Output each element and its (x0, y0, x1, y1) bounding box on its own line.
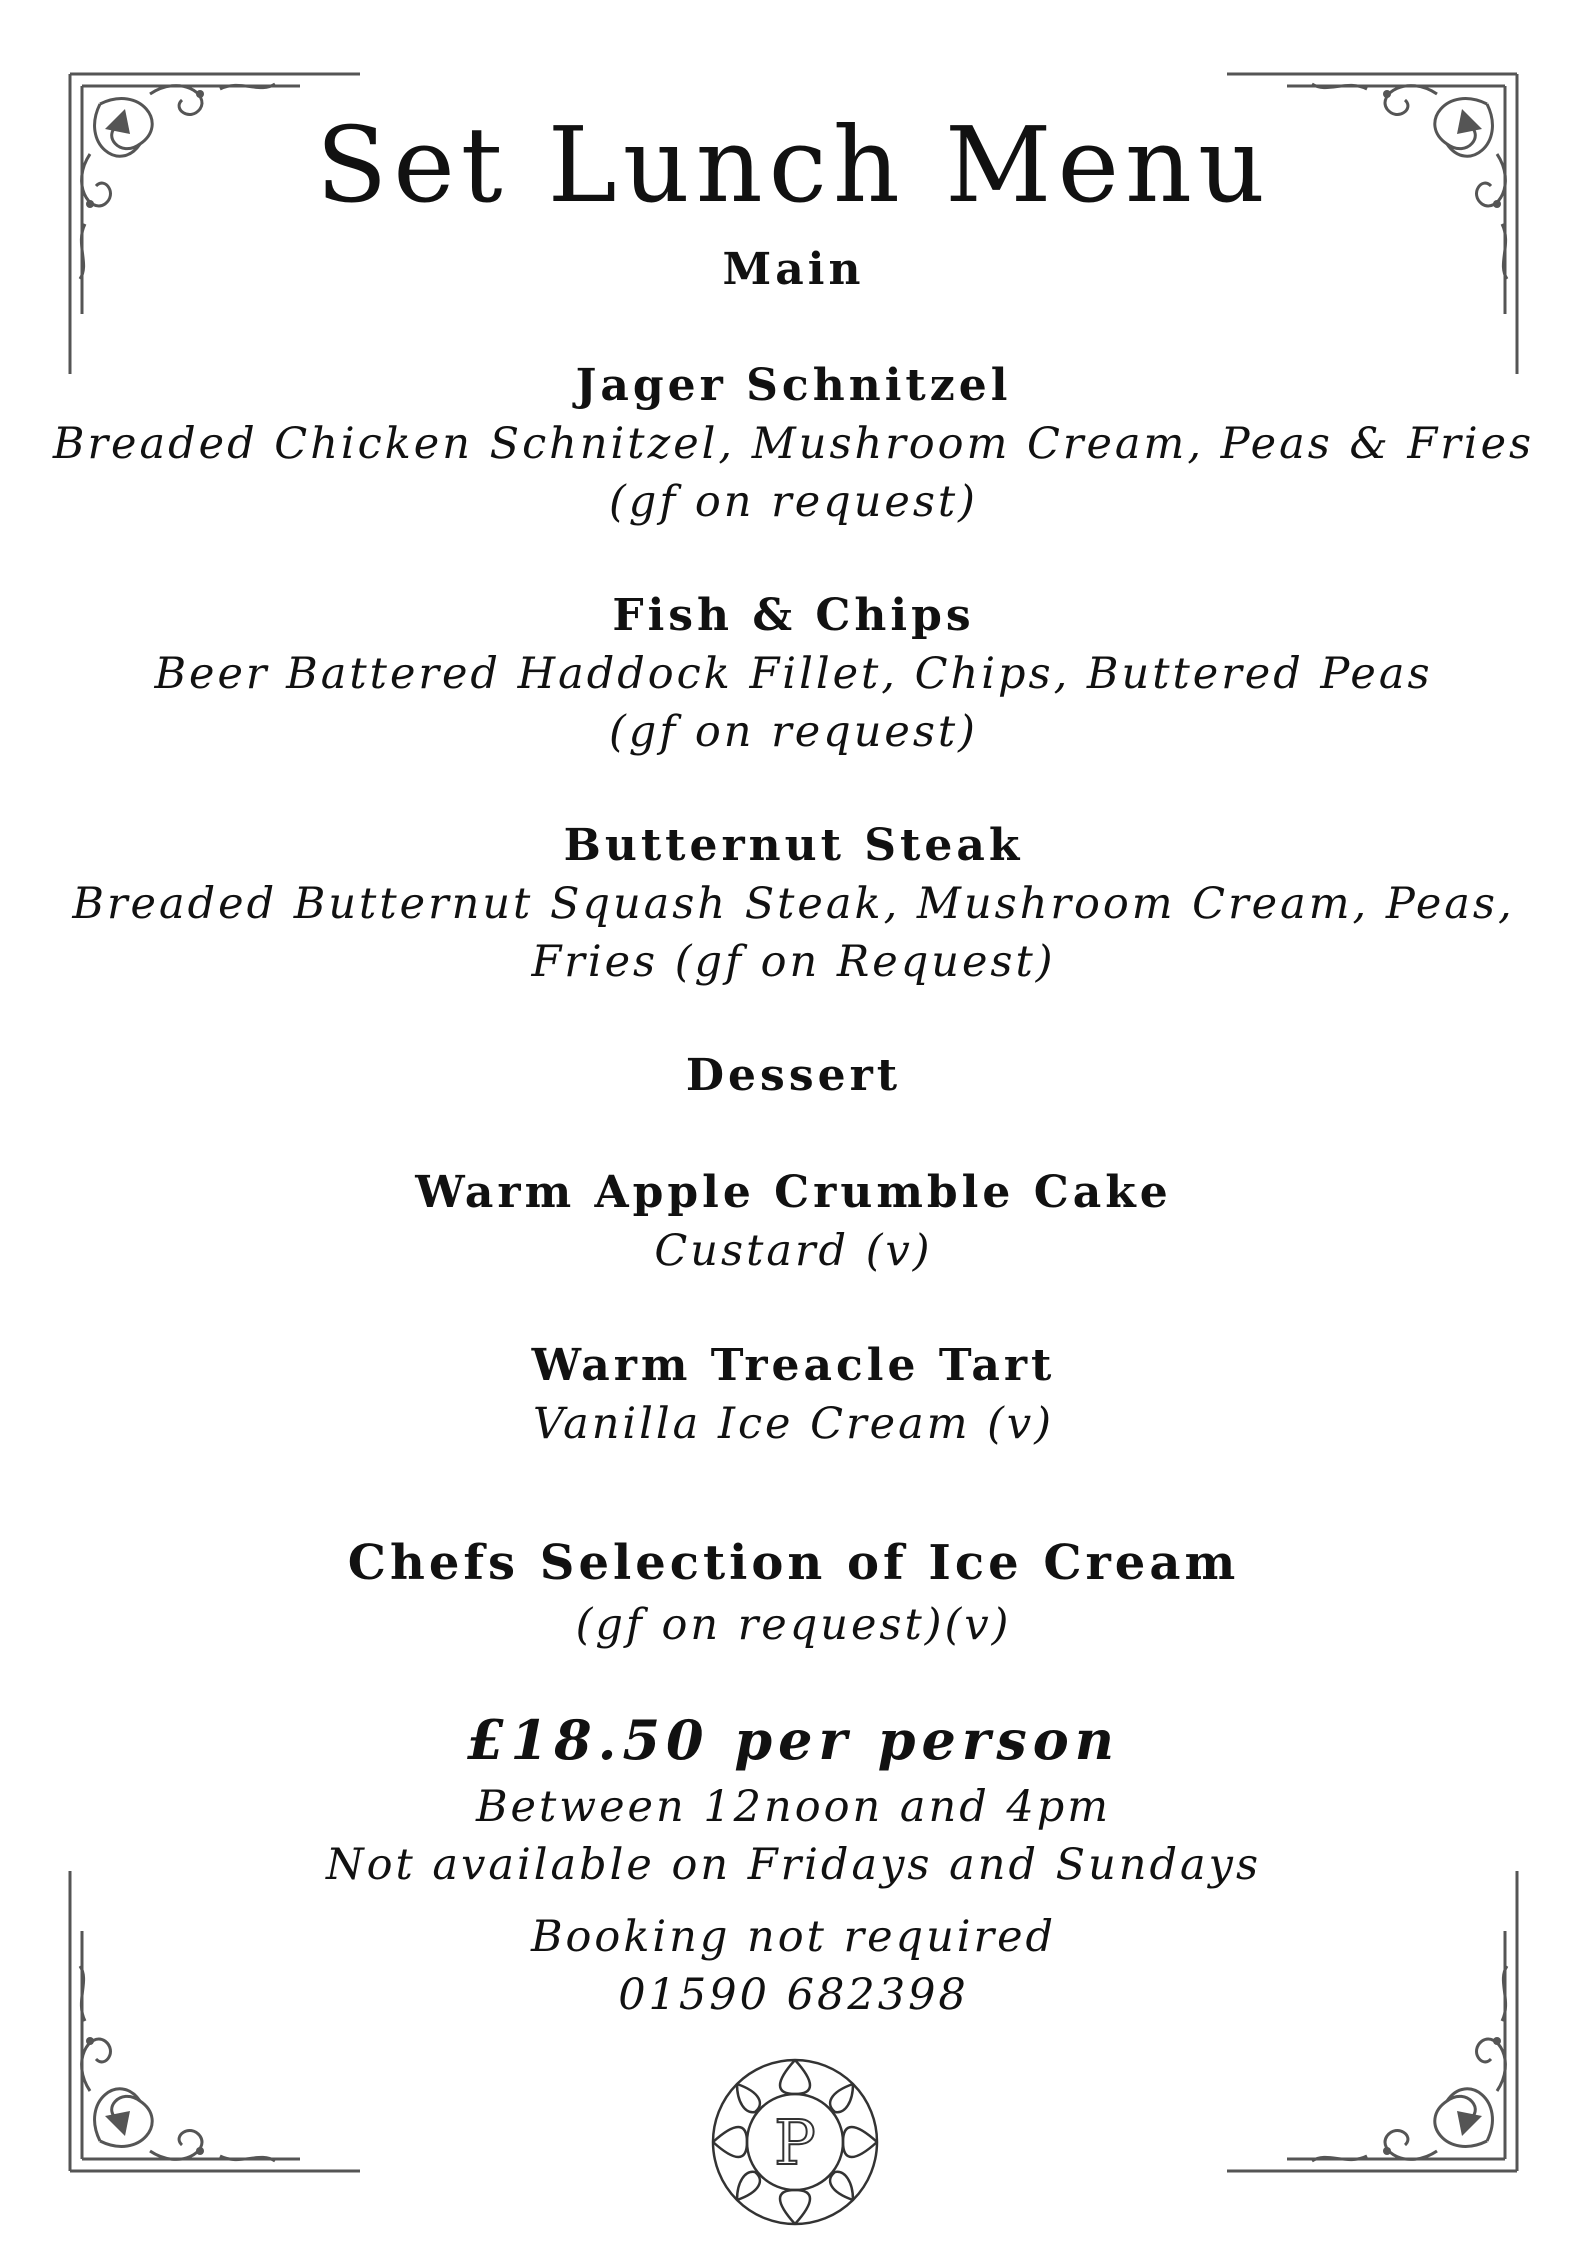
description-line: Custard (v) (654, 1226, 933, 1276)
logo-icon (705, 2052, 885, 2232)
serving-hours (0, 1778, 1587, 1894)
section-heading-main: Main (722, 244, 865, 295)
menu-item-name: Fish & Chips (612, 590, 975, 641)
price: £18.50 per person (466, 1708, 1121, 1772)
description-line: (gf on request)(v) (575, 1600, 1012, 1650)
hours-line: Between 12noon and 4pm (475, 1782, 1112, 1832)
menu-item-description (0, 1395, 1587, 1453)
p-monogram-logo (705, 2052, 885, 2232)
description-line: Beer Battered Haddock Fillet, Chips, Buttered Peas (154, 649, 1433, 699)
logo-letter: P (774, 2106, 816, 2179)
description-line: (gf on request) (609, 707, 978, 757)
menu-item-description (0, 645, 1587, 761)
description-line: Breaded Chicken Schnitzel, Mushroom Cream, Peas & Fries (52, 419, 1535, 469)
menu-item-description (0, 1596, 1587, 1654)
description-line: Fries (gf on Request) (531, 937, 1056, 987)
availability-line: Not available on Fridays and Sundays (325, 1840, 1262, 1890)
section-heading-dessert: Dessert (685, 1050, 902, 1101)
description-line: Vanilla Ice Cream (v) (532, 1399, 1054, 1449)
menu-item-name: Chefs Selection of Ice Cream (347, 1535, 1240, 1591)
menu-item-description (0, 415, 1587, 531)
menu-title: Set Lunch Menu (316, 104, 1271, 226)
menu-item-name: Warm Treacle Tart (531, 1340, 1056, 1391)
menu-item-name: Butternut Steak (563, 820, 1024, 871)
booking-line: Booking not required (530, 1912, 1057, 1962)
menu-item-name: Jager Schnitzel (575, 360, 1012, 411)
menu-item-description (0, 875, 1587, 991)
description-line: Breaded Butternut Squash Steak, Mushroom Cream, Peas, (72, 879, 1515, 929)
menu-item-description (0, 1222, 1587, 1280)
phone-number: 01590 682398 (618, 1970, 969, 2020)
menu-item-name: Warm Apple Crumble Cake (415, 1167, 1172, 1218)
booking-info (0, 1908, 1587, 2024)
description-line: (gf on request) (609, 477, 978, 527)
